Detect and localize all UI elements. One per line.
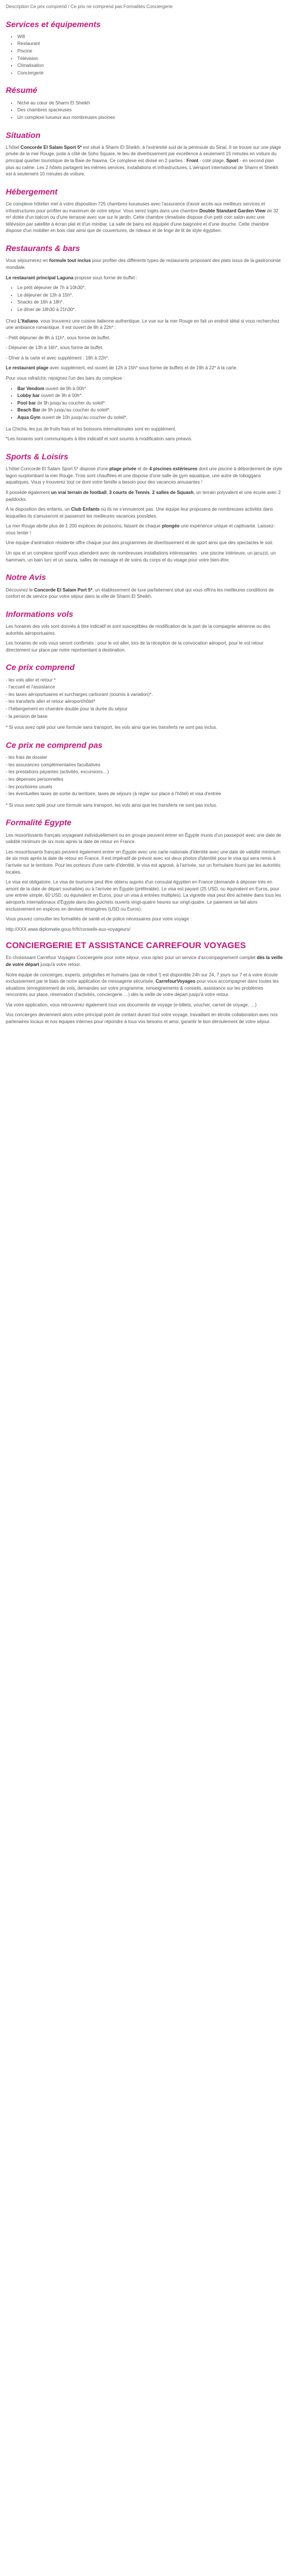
app-name: CarrefourVoyages — [155, 979, 196, 984]
text: Chez — [6, 318, 18, 324]
text: , un terrain polyvalent et une écurie avec 2 paddocks. — [6, 489, 281, 502]
list-item: • Le dîner de 18h30 à 21h30*. — [17, 306, 283, 313]
list-item: - les assurances complémentaires facultatives — [6, 762, 101, 767]
laguna-heading — [6, 275, 283, 282]
bar-name: Bar Vendom — [17, 385, 45, 391]
conciergerie-paragraph — [6, 954, 283, 968]
text: Il possède également — [6, 489, 51, 495]
bars-intro: Pour vous rafraîchir, rejoignez l'un des bars du complexe : — [6, 376, 125, 381]
bar-name: Pool bar — [17, 400, 36, 406]
list-item: - l'hébergement en chambre double pour la durée du séjour — [6, 706, 128, 712]
vols-paragraph: Les horaires de vols vous seront confirmés : pour le vol aller, lors de la réception de la convocation aéroport, pour le vol retour directement sur place par notre représentant à destination. — [6, 641, 264, 653]
comprend-list — [6, 677, 283, 720]
list-item: • Télévision — [17, 55, 283, 62]
list-item: • Wifi — [17, 33, 283, 40]
list-item: - les prestations payantes (activités, excursions…) — [6, 769, 109, 775]
formalite-link[interactable]: http://XXX.www.diplomatie.gouv.fr/fr/conseils-aux-voyageurs/ — [6, 926, 131, 932]
situation-title: Situation — [6, 130, 40, 140]
chicha-note: La Chicha, les jus de fruits frais et les boissons internationales sont en supplément. — [6, 426, 176, 432]
hours-note: *Les horaires sont communiqués à titre indicatif et sont soumis à modification sans préavis. — [6, 436, 192, 442]
list-item: • Conciergerie — [17, 70, 283, 77]
resume-list — [6, 100, 283, 121]
text: Notre équipe de concierges, experts, polyglottes et humains (pas de robot !) est disponible 24h sur 24, 7 jours sur 7 et à votre écoute exclusivement par le biais de notre application de messagerie sécurisée, — [6, 972, 278, 984]
hotel-name: Concorde El Salam Port 5* — [34, 587, 92, 593]
list-item: • Des chambres spacieuses — [17, 107, 283, 114]
text: jusqu'à votre retour. — [39, 961, 81, 967]
text: de 9h jusqu'au coucher du soleil*. — [40, 407, 111, 413]
text: L'hôtel Concorde El Salam Sport 5* dispose d'une — [6, 466, 110, 472]
list-item: • Niché au cœur de Sharm El Sheikh — [17, 100, 283, 107]
ne-comprend-note: * Si vous avez opté pour une formule sans transport, les vols ainsi que les transferts ne sont pas inclus. — [6, 802, 217, 808]
services-list — [6, 33, 283, 77]
vols-title: Informations vols — [6, 609, 73, 619]
formalite-paragraph: Le visa est obligatoire. Le visa de tourisme peut être obtenu auprès d'un consulat égyptien en France (demande à déposer très en amont de la date de départ souhaitée) ou à l'arrivée en Égypte (préférable). Le visa est payant (25 USD, ou équivalent en Euros, pour une entrée simple, 60 USD, ou équivalent en Euros, pour un visa à entrées multiples). La vignette visa peut être achetée dans tous les aéroports internationaux d'Égypte dans des guichets ouverts vingt-quatre heures sur vingt-quatre. Le paiement se fait alors exclusivement en espèces en devises étrangères (USD ou Euros). — [6, 879, 281, 912]
formalite-paragraph: Les ressortissants français voyageant individuellement ou en groupe peuvent entrer en Égypte munis d'un passeport avec une date de validité minimum de six mois après la date de retour en France. — [6, 832, 281, 845]
ne-comprend-title: Ce prix ne comprend pas — [6, 740, 103, 750]
text: de 32 m² dotée d'un balcon ou d'une terrasse avec vue sur le jardin. Cette chambre climatisée dispose d'un petit coin salon avec une télévision par satellite à écran plat et d'un minibar. La salle de bains est équipée d'une baignoire et d'une douche. Cette chambre dispose d'un mobilier en bois clair ainsi que de couvertures, de rideaux et de linge de lit de style égyptien. — [6, 208, 279, 234]
italiano-paragraph — [6, 318, 283, 331]
text: dont une piscine à débordement de style lagon surplombant la mer Rouge. Trois sont chauffées et une dispose d'une salle de gym aquatique, une autre de toboggans aquatiques. Vous y trouverez tout ce dont votre famille a besoin pour des vacances amusantes ! — [6, 466, 283, 485]
room-type: Double Standard Garden View — [199, 208, 266, 214]
italiano-line: - Petit déjeuner de 8h à 11h*, sous forme de buffet. — [6, 335, 110, 340]
conciergerie-title: CONCIERGERIE ET ASSISTANCE CARREFOUR VOYAGES — [6, 941, 246, 951]
list-item — [17, 392, 283, 399]
text: Ce complexe hôtelier met à votre disposition 725 chambres luxueuses avec l'assurance d'avoir accès aux meilleurs services et infrastructures pour profiter au maximum de votre séjour. Vous serez logés dans une chambre — [6, 201, 265, 214]
list-item: • Un complexe luxueux aux nombreuses piscines — [17, 114, 283, 121]
conciergerie-paragraph: Via votre application, vous retrouverez également tous vos documents de voyage (e-billets, voucher, carnet de voyage, …) — [6, 1002, 257, 1008]
formula-label: formule tout inclus — [49, 258, 91, 264]
list-item: - les pourboires usuels — [6, 784, 53, 789]
avis-title: Notre Avis — [6, 572, 46, 582]
list-item: • Piscine — [17, 48, 283, 55]
conciergerie-paragraph: Vos concierges deviennent alors votre principal point de contact durant tout votre voyage, travaillant en étroite collaboration avec nos partenaires locaux et nos équipes internes pour répondre à tous vos besoins et ainsi, garantir le bon déroulement de votre séjour. — [6, 1012, 278, 1025]
list-item — [17, 407, 283, 414]
bar-name: Lobby bar — [17, 393, 40, 399]
text: , un établissement de luxe parfaitement situé qui vous offrira les meilleures conditions de confort et de service pour votre séjour dans la ville de Sharm El Sheikh. — [6, 587, 274, 600]
highlight: 2 salles de Squash — [152, 489, 194, 495]
highlight: un vrai terrain de football — [51, 489, 107, 495]
text: En choisissant Carrefour Voyages Conciergerie pour votre séjour, vous optez pour un service d'accompagnement complet — [6, 955, 257, 961]
list-item: • Climatisation — [17, 62, 283, 69]
sports-paragraph — [6, 466, 283, 486]
text: Découvrez le — [6, 587, 34, 593]
hotel-name: Concorde El Salam Sport 5* — [20, 144, 82, 150]
text: où ils ne s'ennuieront pas. Une équipe leur proposera de nombreuses activités dans lesquelles ils s'amuseront et passeront les meilleures vacances possibles. — [6, 507, 273, 519]
highlight: dès la veille de votre départ — [6, 955, 283, 967]
page — [0, 0, 289, 1035]
highlight: Club Enfants — [71, 507, 100, 512]
front-label: Front — [186, 158, 199, 164]
list-item: • Le déjeuner de 13h à 15h*. — [17, 292, 283, 299]
text: avec supplément, est ouvert de 12h à 15h* sous forme de buffets et de 19h à 22* à la carte. — [48, 365, 238, 371]
conciergerie-paragraph — [6, 972, 283, 998]
sports-paragraph — [6, 523, 283, 536]
hebergement-paragraph — [6, 201, 283, 234]
text: de 9h jusqu'au coucher du soleil*. — [36, 400, 106, 406]
restaurants-title: Restaurants & bars — [6, 244, 80, 253]
text: L'hôtel — [6, 144, 21, 150]
highlight: 4 piscines extérieures — [149, 466, 198, 472]
sports-paragraph: Une équipe d'animation résidente offre chaque jour des programmes de divertissement et de sport ainsi que des spectacles le soir. — [6, 540, 273, 546]
situation-paragraph — [6, 144, 283, 178]
list-item: • Le petit déjeuner de 7h à 10h30*. — [17, 284, 283, 291]
text: propose sous forme de buffet : — [73, 275, 138, 280]
comprend-note: * Si vous avez opté pour une formule sans transport, les vols ainsi que les transferts ne sont pas inclus. — [6, 725, 217, 731]
avis-paragraph — [6, 587, 283, 600]
list-item — [17, 400, 283, 407]
tab-labels: Description Ce prix comprend / Ce prix ne comprend pas Formalités Conciergerie — [6, 4, 173, 9]
italiano-line: - Dîner à la carte et avec supplément : 19h à 22h*. — [6, 355, 109, 361]
text: , — [106, 489, 109, 495]
list-item: • Restaurant — [17, 40, 283, 47]
restaurant-name: L'Italiano — [17, 318, 38, 324]
list-item: - la pension de base — [6, 713, 48, 719]
formalite-paragraph: Les ressortissants français peuvent également entrer en Égypte avec une carte nationale d'identité avec une date de validité minimum de six mois après la date de retour en France. Il est impératif de prévoir avec soi deux photos d'identité pour le visa qui sera remis à l'arrivée sur le territoire. Pour les porteurs d'une carte d'identité, le visa est apposé, à l'arrivée, sur un formulaire fourni par les autorités locales. — [6, 849, 281, 875]
text: À la disposition des enfants, un — [6, 507, 71, 512]
bars-list — [6, 385, 283, 421]
list-item — [17, 414, 283, 421]
hebergement-title: Hébergement — [6, 186, 58, 196]
highlight: 3 courts de Tennis — [109, 489, 150, 495]
resume-title: Résumé — [6, 85, 38, 95]
highlight: plage privée — [109, 466, 136, 472]
list-item: - l'accueil et l'assistance — [6, 684, 55, 690]
sports-paragraph — [6, 506, 283, 519]
list-item: - les dépenses personnelles — [6, 776, 64, 782]
sports-paragraph: Un spa et un complexe sportif vous attendent avec de nombreuses installations intéressantes : une piscine intérieure, un jacuzzi, un hammam, un bain turc et un sauna, salles de massage et de soins du corps et du visage pour votre bien-être. — [6, 551, 276, 563]
text: - coté plage, — [198, 158, 227, 164]
text: ouvert de 9h à 00h*. — [44, 385, 87, 391]
plage-paragraph — [6, 365, 283, 372]
text: pour profiter des différents types de restaurants proposant des plats issus de la gastronomie mondiale. — [6, 258, 281, 270]
list-item: - les éventuelles taxes de sortie du territoire, taxes de séjours (à régler sur place à l'hôtel) et visa d'entrée — [6, 791, 221, 797]
text: Le restaurant principal — [6, 275, 57, 280]
ne-comprend-list — [6, 754, 283, 797]
text: Vous séjournerez en — [6, 258, 50, 264]
bar-name: Beach Bar — [17, 407, 40, 413]
highlight: plongée — [161, 523, 180, 529]
text: - en second plan plus au calme. Les 2 hôtels partagent les mêmes services, installations et infrastructures. L'aéroport international de Sharm el Sheikh est à seulement 10 minutes de voiture. — [6, 158, 279, 177]
list-item — [17, 385, 283, 392]
sports-title: Sports & Loisirs — [6, 451, 69, 461]
bar-name: Aqua Gym — [17, 415, 41, 421]
restaurant-name: Le restaurant plage — [6, 365, 49, 371]
list-item: - les vols aller et retour * — [6, 677, 56, 683]
text: La mer Rouge abrite plus de 1 200 espèces de poissons, faisant de chaque — [6, 523, 162, 529]
text: pour vous accompagner dans toutes les situations (enregistrement de vols, demandes sur votre programme, renseignements & conseils, assistance sur les problèmes rencontrés sur place, réservation d'activités, conciergerie …) dès la veille de votre départ jusqu'à votre retour. — [6, 979, 279, 998]
services-title: Services et équipements — [6, 19, 101, 29]
italiano-line: - Déjeuner de 13h à 16h*, sous forme de buffet. — [6, 345, 103, 351]
text: est situé à Sharm El Sheikh, à l'extrémité sud de la péninsule du Sinaï. Il se trouve sur une plage privée de la mer Rouge, juste à côté de Soho Square, le lieu de divertissement par excellence à seulement 15 minutes en voiture du principal quartier touristique de la Baie de Naama. Ce complexe est divisé en 2 parties : — [6, 144, 281, 164]
laguna-list — [6, 284, 283, 313]
text: ouvert de 9h à 00h*. — [39, 393, 83, 399]
restaurants-intro — [6, 257, 283, 271]
text: , — [149, 489, 153, 495]
formalite-paragraph: Vous pouvez consulter les formalités de santé et de police nécessaires pour votre voyage : — [6, 916, 192, 922]
text: , vous trouverez une cuisine italienne authentique. Le vue sur la mer Rouge en fait un endroit idéal si vous recherchez une ambiance romantique. Il est ouvert de 8h à 22h* : — [6, 318, 280, 331]
sport-label: Sport — [226, 158, 239, 164]
list-item: - les taxes aéroportuaires et surcharges carburant (soumis à variation)*. — [6, 691, 153, 697]
sports-paragraph — [6, 489, 283, 503]
vols-paragraph: Les horaires des vols sont donnés à titre indicatif et sont susceptibles de modification de la part de la compagnie aérienne ou des autorités aéroportuaires. — [6, 624, 271, 636]
comprend-title: Ce prix comprend — [6, 662, 75, 672]
list-item: • Snacks de 16h à 18h*. — [17, 299, 283, 306]
text: une expérience unique et captivante. Laissez-vous tenter ! — [6, 523, 275, 536]
text: ouvert de 10h jusqu'au coucher du soleil*. — [40, 415, 128, 421]
list-item: - les transferts aller et retour aéroport/hôtel* — [6, 699, 95, 705]
formalite-title: Formalité Egypte — [6, 818, 72, 828]
text: et de — [136, 466, 150, 472]
restaurant-name: Laguna — [57, 275, 73, 280]
list-item: - les frais de dossier — [6, 755, 47, 761]
